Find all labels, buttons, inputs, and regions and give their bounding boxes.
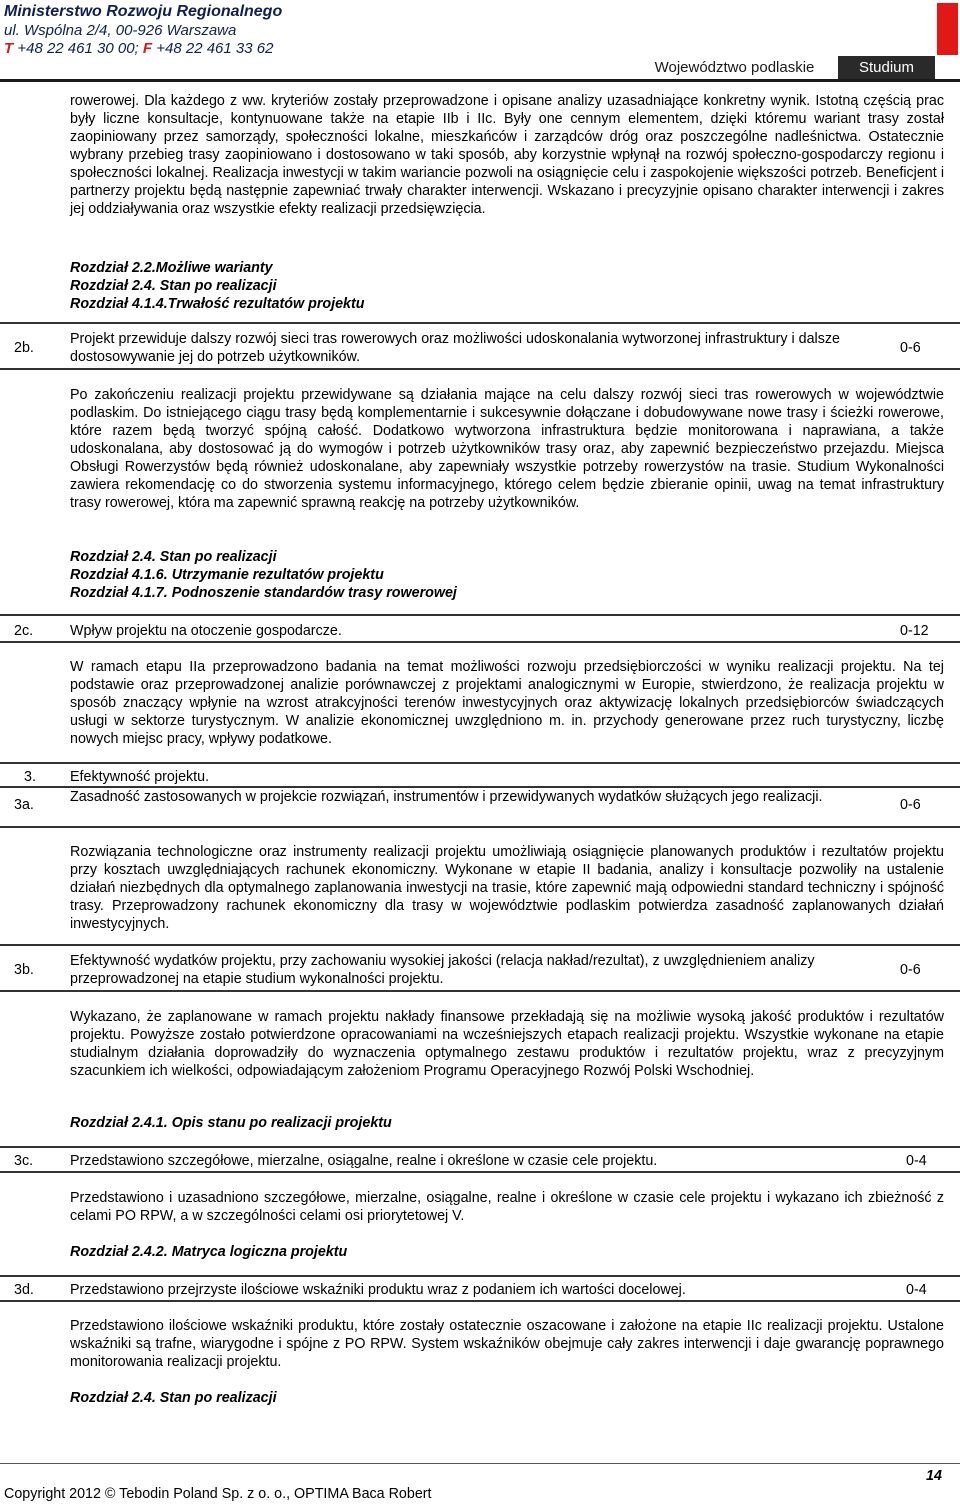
criterion-question: Przedstawiono przejrzyste ilościowe wskaźniki produktu wraz z podaniem ich wartości docelowej. [70,1282,686,1298]
criterion-points: 0-6 [900,962,921,978]
header-divider [0,79,960,82]
criterion-points: 0-4 [906,1282,927,1298]
paragraph-economic: W ramach etapu IIa przeprowadzono badania na temat możliwości rozwoju przedsiębiorczości w wyniku realizacji projektu. Na tej podstawie oraz przeprowadzonej analizie porównawczej z projektami analogicznymi w Europie, stwierdzono, że realizacja projektu w sposób znaczący wpłynie na wzrost atrakcyjności terenów inwestycyjnych oraz aktywizację lokalnych przedsiębiorców świadczących usługi w sektorze turystycznym. W analizie ekonomicznej uwzględniono m. in. przychody generowane przez ruch turystyczny, liczbę nowych miejsc pracy, wpływy podatkowe. [70,659,944,747]
tel-label: T [4,40,14,57]
region-label: Województwo podlaskie [654,59,815,76]
criterion-divider [0,762,960,764]
doc-type-badge: Studium [838,56,935,79]
fax-number: +48 22 461 33 62 [156,40,274,57]
criterion-question: Zasadność zastosowanych w projekcie rozwiązań, instrumentów i przewidywanych wydatków służących jego realizacji. [70,789,823,805]
criterion-divider [0,1146,960,1148]
criterion-points: 0-12 [900,623,929,639]
tel-number: +48 22 461 30 00; [17,40,139,57]
criterion-question: Efektywność wydatków projektu, przy zachowaniu wysokiej jakości (relacja nakład/rezultat), z uwzględnieniem analizy przeprowadzonej na etapie studium wykonalności projektu. [70,953,815,987]
paragraph-goals: Przedstawiono i uzasadniono szczegółowe, mierzalne, osiągalne, realne i określone w czasie cele projektu i wykazano ich zbieżność z celami PO RPW, a w szczególności celami osi priorytetowej V. [70,1190,944,1224]
criterion-divider [0,322,960,324]
org-phone [4,40,273,57]
criterion-number: 2b. [14,340,34,356]
criterion-points: 0-4 [906,1153,927,1169]
chapter-ref: Rozdział 4.1.7. Podnoszenie standardów trasy rowerowej [70,585,457,601]
criterion-question: Projekt przewiduje dalszy rozwój sieci tras rowerowych oraz możliwości udoskonalania wytworzonej infrastruktury i dalsze dostosowywanie jej do potrzeb użytkowników. [70,331,840,365]
criterion-number: 3b. [14,962,34,978]
criterion-number: 3c. [14,1153,34,1169]
criterion-divider [0,368,960,370]
paragraph-development: Po zakończeniu realizacji projektu przewidywane są działania mające na celu dalszy rozwój sieci tras rowerowych w województwie podlaskim. Do istniejącego ciągu trasy będą komplementarnie i sukcesywnie dołączane i dobudowywane nowe trasy i ścieżki rowerowe, które razem będą tworzyć spójną całość. Dodatkowo wytworzona infrastruktura będzie monitorowana i naprawiana, a także udoskonalana, aby dostosować ją do wymogów i potrzeb użytkowników trasy oraz, aby zapewnić bezpieczeństwo przejazdu. Miejsca Obsługi Rowerzystów będą również udoskonalane, aby zapewniały wszystkie potrzeby rowerzystów na trasie. Studium Wykonalności zawiera rekomendację co do stworzenia systemu informacyjnego, którego celem będzie zbieranie opinii, uwag na temat infrastruktury trasy rowerowej, która ma zapewnić sprawną reakcję na potrzeby użytkowników. [70,387,944,511]
criterion-divider [0,1275,960,1277]
criterion-question: Efektywność projektu. [70,769,210,785]
criterion-divider [0,944,960,946]
page-header [0,0,960,84]
criterion-number: 3a. [14,797,34,813]
criterion-divider [0,1171,960,1173]
chapter-ref: Rozdział 4.1.6. Utrzymanie rezultatów projektu [70,567,384,583]
org-name: Ministerstwo Rozwoju Regionalnego [4,3,283,20]
criterion-number: 2c. [14,623,34,639]
chapter-ref: Rozdział 2.4. Stan po realizacji [70,1390,277,1406]
paragraph-criteria-analysis: rowerowej. Dla każdego z ww. kryteriów zostały przeprowadzone i opisane analizy uzasadniające konkretny wynik. Istotną częścią prac były liczne konsultacje, kontynuowane także na etapie IIb i IIc. Były one cennym elementem, dzięki któremu wariant trasy został zaopiniowany przez samorządy, społeczności lokalne, mieszkańców i zarządców dróg oraz poszczególne nadleśnictwa. Ostatecznie wybrany przebieg trasy zaopiniowano i dostosowano w taki sposób, aby korzystnie wpłynął na rozwój społeczno-gospodarczy regionu i społeczności lokalnej. Realizacja inwestycji w takim wariancie pozwoli na osiągnięcie celu i zaspokojenie większości potrzeb. Beneficjent i partnerzy projektu będą następnie zapewniać trwały charakter interwencji. Wskazano i precyzyjnie opisano charakter interwencji i zakres jej oddziaływania oraz wszystkie efekty realizacji przedsięwzięcia. [70,93,944,217]
criterion-question: Przedstawiono szczegółowe, mierzalne, osiągalne, realne i określone w czasie cele projektu. [70,1153,658,1169]
footer-copyright: Copyright 2012 © Tebodin Poland Sp. z o. o., OPTIMA Baca Robert [4,1486,432,1502]
page-number: 14 [926,1468,942,1484]
chapter-ref: Rozdział 2.4. Stan po realizacji [70,278,277,294]
brand-accent-bar [937,3,958,55]
chapter-ref: Rozdział 2.4. Stan po realizacji [70,549,277,565]
criterion-points: 0-6 [900,797,921,813]
criterion-number: 3d. [14,1282,34,1298]
paragraph-indicators: Przedstawiono ilościowe wskaźniki produktu, które zostały ostatecznie oszacowane i założone na etapie IIc realizacji projektu. Ustalone wskaźniki są trafne, wiarygodne i spójne z PO RPW. System wskaźników obejmuje cały zakres interwencji i daje gwarancję poprawnego monitorowania realizacji projektu. [70,1318,944,1370]
chapter-ref: Rozdział 2.2.Możliwe warianty [70,260,273,276]
criterion-divider [0,990,960,992]
fax-label: F [142,40,153,57]
org-address: ul. Wspólna 2/4, 00-926 Warszawa [4,22,237,39]
chapter-ref: Rozdział 2.4.2. Matryca logiczna projektu [70,1244,348,1260]
chapter-ref: Rozdział 2.4.1. Opis stanu po realizacji projektu [70,1115,392,1131]
paragraph-technology: Rozwiązania technologiczne oraz instrumenty realizacji projektu umożliwiają osiągnięcie planowanych produktów i rezultatów projektu przy kosztach uwzględniających rachunek ekonomiczny. Wykonane w etapie II badania, analizy i konsultacje pozwoliły na ustalenie działań niezbędnych dla optymalnego zaplanowania inwestycji na trasie, które zapewnić mają odpowiedni standard techniczny i spójność trasy. Przeprowadzony rachunek ekonomiczny dla trasy w województwie podlaskim potwierdza zasadność zaplanowanych działań inwestycyjnych. [70,844,944,932]
criterion-number: 3. [24,769,36,785]
criterion-points: 0-6 [900,340,921,356]
chapter-ref: Rozdział 4.1.4.Trwałość rezultatów projektu [70,296,365,312]
criterion-divider [0,826,960,828]
paragraph-efficiency: Wykazano, że zaplanowane w ramach projektu nakłady finansowe przekładają się na możliwie wysoką jakość produktów i rezultatów projektu. Powyższe zostało potwierdzone opracowaniami na wcześniejszych etapach realizacji projektu. Wszystkie wykonane na etapie studialnym działania doprowadziły do wyznaczenia optymalnego zestawu produktów i rezultatów projektu, wraz z precyzyjnym szacunkiem ich wielkości, odpowiadającym założeniom Programu Operacyjnego Rozwój Polski Wschodniej. [70,1009,944,1079]
criterion-divider [0,641,960,643]
criterion-divider [0,1300,960,1302]
criterion-question: Wpływ projektu na otoczenie gospodarcze. [70,623,342,639]
footer-divider [0,1463,960,1464]
criterion-divider [0,614,960,616]
